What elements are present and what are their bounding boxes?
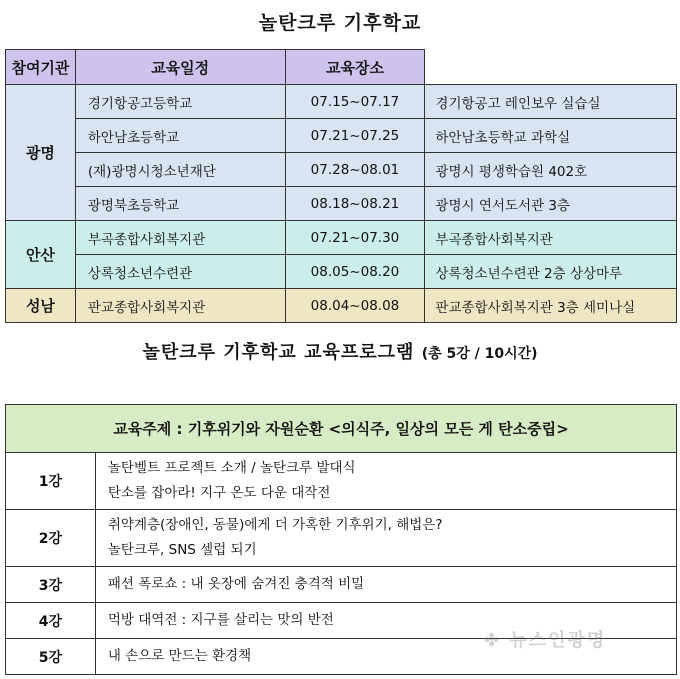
table-row [6,289,677,323]
program-title-main: 놀탄크루 기후학교 교육프로그램 [142,342,415,363]
lesson-line: 패션 폭로쇼 : 내 옷장에 숨겨진 충격적 비밀 [107,576,365,592]
watermark [484,626,606,652]
date-cell: 07.21~07.25 [285,119,425,153]
schedule-table [5,49,677,323]
lesson-line: 탄소를 잡아라! 지구 온도 다운 대작전 [107,485,331,501]
org-cell: 부곡종합사회복지관 [75,221,285,255]
region-seongnam: 성남 [6,289,76,323]
table-row [6,85,677,119]
date-cell: 07.15~07.17 [285,85,425,119]
header-org: 참여기관 [6,50,76,85]
leaf-icon: ✤ [484,630,502,651]
place-cell: 광명시 연서도서관 3층 [425,187,677,221]
lesson-line: 내 손으로 만드는 환경책 [107,648,252,664]
date-cell: 08.04~08.08 [285,289,425,323]
lesson-label: 3강 [6,567,96,603]
schedule-header-row [6,50,677,85]
lesson-line: 놀탄크루, SNS 셀럽 되기 [107,542,257,558]
table-row [6,187,677,221]
lesson-label: 2강 [6,510,96,567]
header-date: 교육일정 [75,50,285,85]
lesson-line: 놀탄벨트 프로젝트 소개 / 놀탄크루 발대식 [107,460,356,476]
org-cell: 판교종합사회복지관 [75,289,285,323]
lesson-label: 1강 [6,453,96,510]
table-row [6,153,677,187]
place-cell: 하안남초등학교 과학실 [425,119,677,153]
table-row [6,221,677,255]
theme-row [6,405,677,453]
date-cell: 07.28~08.01 [285,153,425,187]
program-theme: 교육주제 : 기후위기와 자원순환 <의식주, 일상의 모든 게 탄소중립> [6,405,677,453]
header-place: 교육장소 [285,50,425,85]
org-cell: 광명북초등학교 [75,187,285,221]
date-cell: 08.18~08.21 [285,187,425,221]
lesson-line: 취약계층(장애인, 동물)에게 더 가혹한 기후위기, 해법은? [107,517,443,533]
place-cell: 경기항공고 레인보우 실습실 [425,85,677,119]
place-cell: 광명시 평생학습원 402호 [425,153,677,187]
region-ansan: 안산 [6,221,76,289]
date-cell: 08.05~08.20 [285,255,425,289]
watermark-text: 뉴스인광명 [509,630,607,651]
place-cell: 판교종합사회복지관 3층 세미나실 [425,289,677,323]
program-title [0,338,680,364]
date-cell: 07.21~07.30 [285,221,425,255]
schedule-title: 놀탄크루 기후학교 [258,12,422,34]
table-row [6,510,677,567]
org-cell: 상록청소년수련관 [75,255,285,289]
table-row [6,119,677,153]
lesson-content [95,567,676,603]
table-row [6,567,677,603]
lesson-content [95,510,676,567]
table-row [6,255,677,289]
region-gwangmyeong: 광명 [6,85,76,221]
org-cell: 경기항공고등학교 [75,85,285,119]
org-cell: (재)광명시청소년재단 [75,153,285,187]
program-title-sub: (총 5강 / 10시간) [421,346,538,362]
lesson-content [95,453,676,510]
place-cell: 상록청소년수련관 2층 상상마루 [425,255,677,289]
lesson-label: 5강 [6,639,96,675]
table-row [6,453,677,510]
lesson-line: 먹방 대역전 : 지구를 살리는 맛의 반전 [107,612,334,628]
org-cell: 하안남초등학교 [75,119,285,153]
lesson-label: 4강 [6,603,96,639]
place-cell: 부곡종합사회복지관 [425,221,677,255]
